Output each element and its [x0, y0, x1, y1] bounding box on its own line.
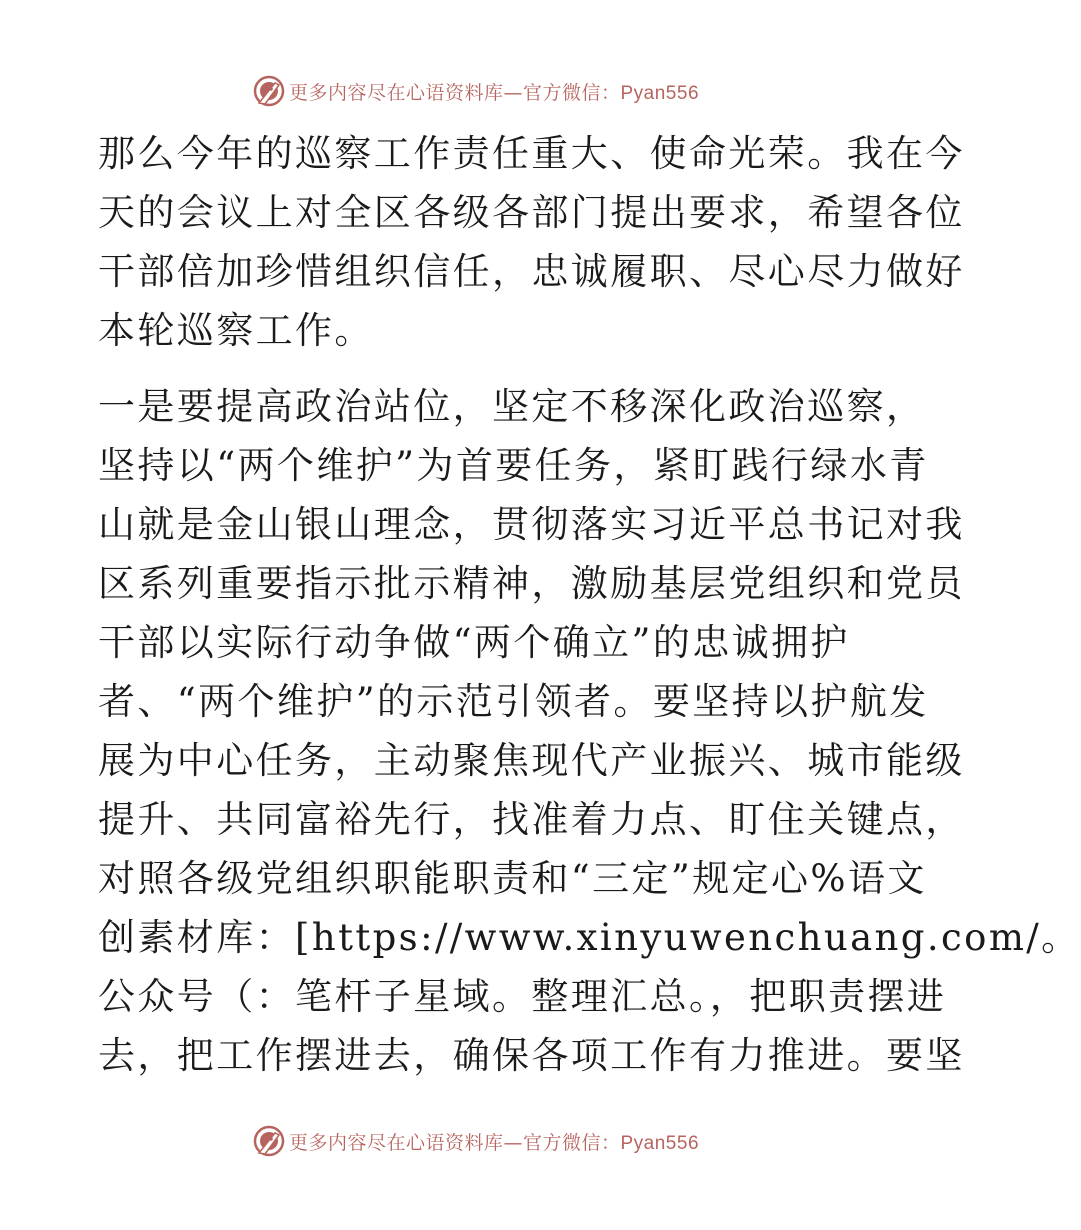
text-line: 展为中心任务，主动聚焦现代产业振兴、城市能级 — [98, 739, 965, 782]
text-line: 干部以实际行动争做“两个确立”的忠诚拥护 — [98, 621, 850, 664]
text-line: 一是要提高政治站位，坚定不移深化政治巡察， — [98, 385, 926, 428]
wechat-id: Pyan556 — [620, 82, 700, 104]
text-line: 天的会议上对全区各级各部门提出要求，希望各位 — [98, 191, 965, 234]
text-line: 提升、共同富裕先行，找准着力点、盯住关键点， — [98, 798, 965, 841]
text-line: 山就是金山银山理念，贯彻落实习近平总书记对我 — [98, 503, 965, 546]
wechat-id: Pyan556 — [620, 1132, 700, 1154]
text-line: 区系列重要指示批示精神，激励基层党组织和党员 — [98, 562, 965, 605]
pen-nib-circle-logo-icon — [251, 73, 287, 109]
header-banner — [0, 71, 950, 111]
text-line: 本轮巡察工作。 — [98, 309, 374, 352]
text-line: 创素材库：[https://www.xinyuwenchuang.com/。 — [98, 916, 1081, 959]
text-line: 对照各级党组织职能职责和“三定”规定心%语文 — [98, 857, 927, 900]
text-line: 公众号（：笔杆子星域。整理汇总。，把职责摆进 — [98, 975, 947, 1018]
text-line: 干部倍加珍惜组织信任，忠诚履职、尽心尽力做好 — [98, 250, 965, 293]
text-line: 去，把工作摆进去，确保各项工作有力推进。要坚 — [98, 1034, 965, 1077]
paragraph — [98, 377, 1081, 1085]
paragraph — [98, 124, 965, 360]
banner-text: 更多内容尽在心语资料库—官方微信： — [288, 1131, 621, 1154]
pen-nib-circle-logo-icon — [251, 1123, 287, 1159]
text-line: 者、“两个维护”的示范引领者。要坚持以护航发 — [98, 680, 929, 723]
text-line: 坚持以“两个维护”为首要任务，紧盯践行绿水青 — [98, 444, 929, 487]
footer-banner — [0, 1121, 950, 1161]
banner-text: 更多内容尽在心语资料库—官方微信： — [288, 81, 621, 104]
document-body — [98, 124, 1081, 1085]
text-line: 那么今年的巡察工作责任重大、使命光荣。我在今 — [98, 132, 965, 175]
